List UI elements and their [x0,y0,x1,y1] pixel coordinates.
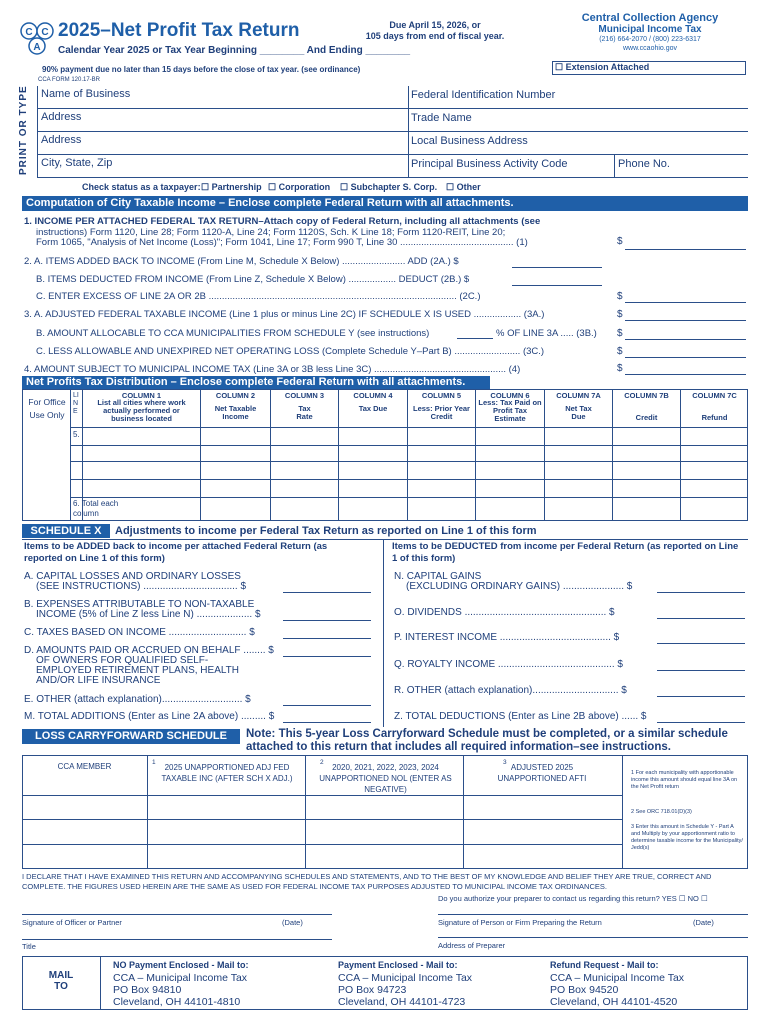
print-or-type: PRINT OR TYPE [18,85,29,175]
due-line-2: 105 days from end of fiscal year. [365,31,505,41]
line-4-field[interactable] [625,374,746,375]
agency-web: www.ccaohio.gov [622,45,678,52]
row-6-label: 6. Total each column [73,499,119,518]
col2-title: COLUMN 2 [215,391,256,400]
item-n-line2: (EXCLUDING ORDINARY GAINS) ...................... $ [406,581,633,592]
address-preparer-label: Address of Preparer [438,941,506,950]
line-3b-part1: B. AMOUNT ALLOCABLE TO CCA MUNICIPALITIES FROM SCHEDULE Y (see instructions) [36,328,430,339]
col7a-title: COLUMN 7A [556,391,601,400]
item-d-line3: EMPLOYED RETIREMENT PLANS, HEALTH [36,665,240,676]
item-m-field[interactable] [283,722,371,723]
payment-note: 90% payment due no later than 15 days before the close of tax year. (see ordinance) [42,65,361,74]
authorize-preparer[interactable]: Do you authorize your preparer to contact us regarding this return? YES ☐ NO ☐ [438,894,708,903]
line-4: 4. AMOUNT SUBJECT TO MUNICIPAL INCOME TAX (Line 3A or 3B less Line 3C) .................................................. (4) [24,364,521,375]
line-2c-field[interactable] [625,302,746,303]
item-p-field[interactable] [657,643,745,644]
item-q: Q. ROYALTY INCOME .......................................... $ [394,659,623,670]
agency-phone: (216) 664-2070 / (800) 223-6317 [599,36,701,43]
refund-line-2: PO Box 94520 [550,984,619,996]
form-title: 2025–Net Profit Tax Return [58,20,300,41]
item-d-line1: D. AMOUNTS PAID OR ACCRUED ON BEHALF ........ $ [24,645,274,656]
loss-carryforward-label: LOSS CARRYFORWARD SCHEDULE [22,729,240,744]
dollar-3c: $ [617,346,623,357]
item-r: R. OTHER (attach explanation)............................... $ [394,685,627,696]
no-payment-line-2: PO Box 94810 [113,984,182,996]
fein-field[interactable]: Federal Identification Number [411,89,556,101]
loss-note-2: attached to this return that includes all required information–see instructions. [246,741,671,753]
status-subchapter-s[interactable]: ☐ Subchapter S. Corp. [340,182,438,192]
trade-name-field[interactable]: Trade Name [411,112,472,124]
status-partnership[interactable]: ☐ Partnership [201,182,262,192]
col7c-desc: Refund [701,413,728,422]
mail-label-2: TO [54,981,68,992]
address-field-1[interactable]: Address [41,111,82,123]
payment-line-1: CCA – Municipal Income Tax [338,972,473,984]
line-1c: Form 1065, "Analysis of Net Income (Loss)"; Form 1041, Line 17; Form 990 T, Line 30 ........................................... (1) [36,237,528,248]
schedule-x-title: Adjustments to income per Federal Tax Return as reported on Line 1 of this form [115,525,537,537]
line-column-label: LINE [73,392,79,415]
sig-officer-label: Signature of Officer or Partner [22,918,122,927]
title-label: Title [22,942,36,951]
logo-text [22,40,24,41]
item-z: Z. TOTAL DEDUCTIONS (Enter as Line 2B above) ...... $ [394,711,647,722]
no-payment-line-3: Cleveland, OH 44101-4810 [113,996,241,1008]
dollar-3a: $ [617,309,623,320]
status-label: Check status as a taxpayer: [82,182,201,192]
status-corporation[interactable]: ☐ Corporation [268,182,331,192]
svg-text:C: C [25,27,33,38]
agency-sub: Municipal Income Tax [598,24,702,35]
date-2-label: (Date) [693,918,714,927]
col7c-title: COLUMN 7C [692,391,737,400]
mail-label-1: MAIL [48,970,74,981]
item-c-field[interactable] [283,638,371,639]
declaration-line-2: COMPLETE. THE FIGURES USED HEREIN ARE THE SAME AS USED FOR FEDERAL INCOME TAX PURPOSES ADJUSTED TO MUNICIPAL INCOME TAX ORDINANCES. [22,882,607,891]
line-2a: 2. A. ITEMS ADDED BACK TO INCOME (From Line M, Schedule X Below) ........................ ADD (2A.) $ [24,256,459,267]
item-d-line2: OF OWNERS FOR QUALIFIED SELF- [36,655,209,666]
svg-text:C: C [41,27,49,38]
col4-title: COLUMN 4 [353,391,393,400]
office-use-label: For Office Use Only [28,397,66,420]
item-e-field[interactable] [283,705,371,706]
status-other[interactable]: ☐ Other [446,182,481,192]
declaration-line-1: I DECLARE THAT I HAVE EXAMINED THIS RETURN AND ACCOMPANYING SCHEDULES AND STATEMENTS, AND TO THE BEST OF MY KNOWLEDGE AND BELIEF THEY ARE TRUE, CORRECT AND [22,872,712,881]
item-o: O. DIVIDENDS ................................................... $ [394,607,615,618]
date-1-label: (Date) [282,918,303,927]
added-heading: Items to be ADDED back to income per attached Federal Return (as reported on Line 1 of this form) [24,541,328,564]
footnote-2: 2 See ORC 718.01(D)(3) [631,809,692,815]
item-e: E. OTHER (attach explanation)............................. $ [24,694,251,705]
item-n-line1: N. CAPITAL GAINS [394,571,482,582]
item-o-field[interactable] [657,618,745,619]
item-z-field[interactable] [657,722,745,723]
line-3c: C. LESS ALLOWABLE AND UNEXPIRED NET OPERATING LOSS (Complete Schedule Y–Part B) ......................... (3C.) [36,346,545,357]
dollar-2c: $ [617,291,623,302]
item-r-field[interactable] [657,696,745,697]
deducted-heading: Items to be DEDUCTED from income per Federal Return (as reported on Line 1 of this form) [392,541,739,564]
col5-title: COLUMN 5 [421,391,462,400]
col3-title: COLUMN 3 [284,391,325,400]
loss-col3: ADJUSTED 2025 UNAPPORTIONED AFTI [497,763,587,783]
item-a-line2: (SEE INSTRUCTIONS) .................................. $ [36,581,247,592]
refund-line-3: Cleveland, OH 44101-4520 [550,996,678,1008]
item-m: M. TOTAL ADDITIONS (Enter as Line 2A above) ......... $ [24,711,275,722]
dollar-4: $ [617,363,623,374]
line-2c: C. ENTER EXCESS OF LINE 2A OR 2B .............................................................................................. (2C.) [36,291,481,302]
line-3b-percent-field[interactable] [457,338,493,339]
loss-col2: 2020, 2021, 2022, 2023, 2024 UNAPPORTIONED NOL (ENTER AS NEGATIVE) [319,763,452,794]
cca-logo [20,22,54,56]
line-3b-field[interactable] [625,339,746,340]
col6-title: COLUMN 6 [490,391,530,400]
payment-line-2: PO Box 94723 [338,984,407,996]
item-b-field[interactable] [283,620,371,621]
computation-bar: Computation of City Taxable Income – Enclose complete Federal Return with all attachments. [22,196,748,211]
loss-col-member: CCA MEMBER [57,762,112,771]
loss-note-1: Note: This 5-year Loss Carryforward Schedule must be completed, or a similar schedule [246,728,728,740]
svg-text:A: A [33,42,41,53]
line-1-field[interactable] [625,249,746,250]
row-5-label: 5. [73,430,80,439]
footnote-3: 3 Enter this amount in Schedule Y - Part A and Multiply by your apportionment ratio to determine taxable income for the Municipality/ Jedd(s) [631,824,743,851]
col2-desc: Net Taxable Income [214,404,257,421]
due-line-1: Due April 15, 2026, or [389,20,481,30]
dollar-3b: $ [617,328,623,339]
line-1b: instructions) Form 1120, Line 28; Form 1120-A, Line 24; Form 1120S, Sch. K Line 18; Form 1120-REIT, Line 20; [36,227,506,238]
col6-desc: Less: Tax Paid on Profit Tax Estimate [478,398,542,423]
col5-desc: Less: Prior Year Credit [413,404,470,421]
phone-field[interactable]: Phone No. [618,158,670,170]
refund-head: Refund Request - Mail to: [550,960,659,970]
line-3a: 3. A. ADJUSTED FEDERAL TAXABLE INCOME (Line 1 plus or minus Line 2C) IF SCHEDULE X IS USED .................. (3A.) [24,309,545,320]
local-address-field[interactable]: Local Business Address [411,135,528,147]
col7b-desc: Credit [635,413,658,422]
calendar-year: Calendar Year 2025 or Tax Year Beginning ________ And Ending ________ [58,45,411,56]
refund-line-1: CCA – Municipal Income Tax [550,972,685,984]
line-2b: B. ITEMS DEDUCTED FROM INCOME (From Line Z, Schedule X Below) .................. DEDUCT (2B.) $ [36,274,470,285]
col1-desc: List all cities where work actually performed or business located [97,398,186,423]
item-a-field[interactable] [283,592,371,593]
address-field-2[interactable]: Address [41,134,82,146]
line-3c-field[interactable] [625,357,746,358]
line-3a-field[interactable] [625,320,746,321]
activity-code-field[interactable]: Principal Business Activity Code [411,158,568,170]
footnote-1: 1 For each municipality with apportionable income this amount should equal line 3A on the Net Profit return [631,770,738,790]
no-payment-line-1: CCA – Municipal Income Tax [113,972,248,984]
item-b-line1: B. EXPENSES ATTRIBUTABLE TO NON-TAXABLE [24,599,255,610]
payment-head: Payment Enclosed - Mail to: [338,960,458,970]
agency-name: Central Collection Agency [581,12,719,24]
col4-desc: Tax Due [358,404,388,413]
item-q-field[interactable] [657,670,745,671]
loss-col3-sup: 3 [503,759,507,766]
col3-desc: Tax Rate [296,404,313,421]
line-2b-field[interactable] [512,285,602,286]
distribution-bar: Net Profits Tax Distribution – Enclose complete Federal Return with all attachments. [22,376,490,389]
line-3b-part2: % OF LINE 3A ..... (3B.) [496,328,597,339]
line-1a: 1. INCOME PER ATTACHED FEDERAL TAX RETURN–Attach copy of Federal Return, including all attachments (see [24,216,541,227]
item-p: P. INTEREST INCOME ........................................ $ [394,632,620,643]
item-a-line1: A. CAPITAL LOSSES AND ORDINARY LOSSES [24,571,241,582]
no-payment-head: NO Payment Enclosed - Mail to: [113,960,249,970]
schedule-x-label: SCHEDULE X [22,524,110,538]
dollar-1: $ [617,236,623,247]
loss-col1-sup: 1 [152,759,156,766]
item-n-field[interactable] [657,592,745,593]
loss-col1: 2025 UNAPPORTIONED ADJ FED TAXABLE INC (AFTER SCH X ADJ.) [161,763,293,783]
city-state-zip-field[interactable]: City, State, Zip [41,157,113,169]
loss-col2-sup: 2 [320,759,324,766]
payment-line-3: Cleveland, OH 44101-4723 [338,996,466,1008]
item-d-line4: AND/OR LIFE INSURANCE [36,675,161,686]
col7a-desc: Net Tax Due [565,404,592,421]
form-code: CCA FORM 120.17-BR [38,77,101,83]
line-2a-field[interactable] [512,267,602,268]
sig-preparer-label: Signature of Person or Firm Preparing the Return [438,918,602,927]
name-of-business-field[interactable]: Name of Business [41,88,131,100]
extension-label: ☐ Extension Attached [555,62,650,72]
item-c: C. TAXES BASED ON INCOME ............................ $ [24,627,255,638]
col7b-title: COLUMN 7B [624,391,669,400]
item-d-field[interactable] [283,656,371,657]
col1-title: COLUMN 1 [121,391,162,400]
item-b-line2: INCOME (5% of Line Z less Line N) .................... $ [36,609,261,620]
